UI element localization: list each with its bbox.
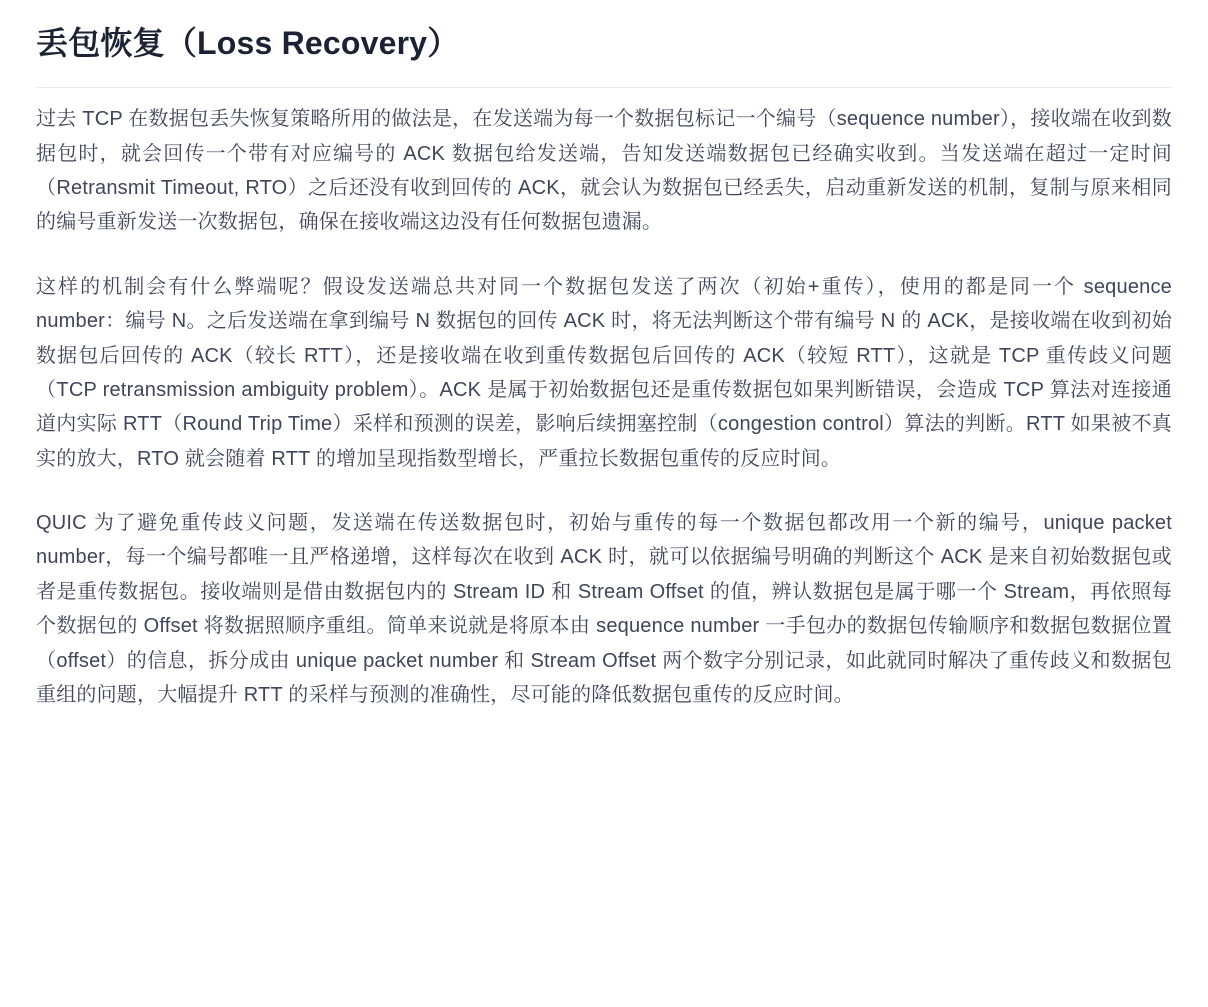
paragraph-2: 这样的机制会有什么弊端呢？假设发送端总共对同一个数据包发送了两次（初始+重传），使用的都是同一个 sequence number：编号 N。之后发送端在拿到编号 N 数据包的回传 ACK 时，将无法判断这个带有编号 N 的 ACK，是接收端在收到初始数据包后回传的 ACK（较长 RTT），还是接收端在收到重传数据包后回传的 ACK（较短 RTT），这就是 TCP 重传歧义问题（TCP retransmission ambiguity problem）。ACK 是属于初始数据包还是重传数据包如果判断错误，会造成 TCP 算法对连接通道内实际 RTT（Round Trip Time）采样和预测的误差，影响后续拥塞控制（congestion control）算法的判断。RTT 如果被不真实的放大，RTO 就会随着 RTT 的增加呈现指数型增长，严重拉长数据包重传的反应时间。	[36, 275, 1172, 470]
paragraph-1: 过去 TCP 在数据包丢失恢复策略所用的做法是，在发送端为每一个数据包标记一个编号（sequence number），接收端在收到数据包时，就会回传一个带有对应编号的 ACK 数据包给发送端，告知发送端数据包已经确实收到。当发送端在超过一定时间（Retransmit Timeout, RTO）之后还没有收到回传的 ACK，就会认为数据包已经丢失，启动重新发送的机制，复制与原来相同的编号重新发送一次数据包，确保在接收端这边没有任何数据包遗漏。	[36, 108, 1172, 234]
paragraph-3: QUIC 为了避免重传歧义问题，发送端在传送数据包时，初始与重传的每一个数据包都改用一个新的编号，unique packet number，每一个编号都唯一且严格递增，这样每次在收到 ACK 时，就可以依据编号明确的判断这个 ACK 是来自初始数据包或者是重传数据包。接收端则是借由数据包内的 Stream ID 和 Stream Offset 的值，辨认数据包是属于哪一个 Stream，再依照每个数据包的 Offset 将数据照顺序重组。简单来说就是将原本由 sequence number 一手包办的数据包传输顺序和数据包数据位置（offset）的信息，拆分成由 unique packet number 和 Stream Offset 两个数字分别记录，如此就同时解决了重传歧义和数据包重组的问题，大幅提升 RTT 的采样与预测的准确性，尽可能的降低数据包重传的反应时间。	[36, 512, 1172, 707]
article-body	[36, 88, 1172, 712]
page-title: 丢包恢复（Loss Recovery）	[36, 22, 1172, 88]
